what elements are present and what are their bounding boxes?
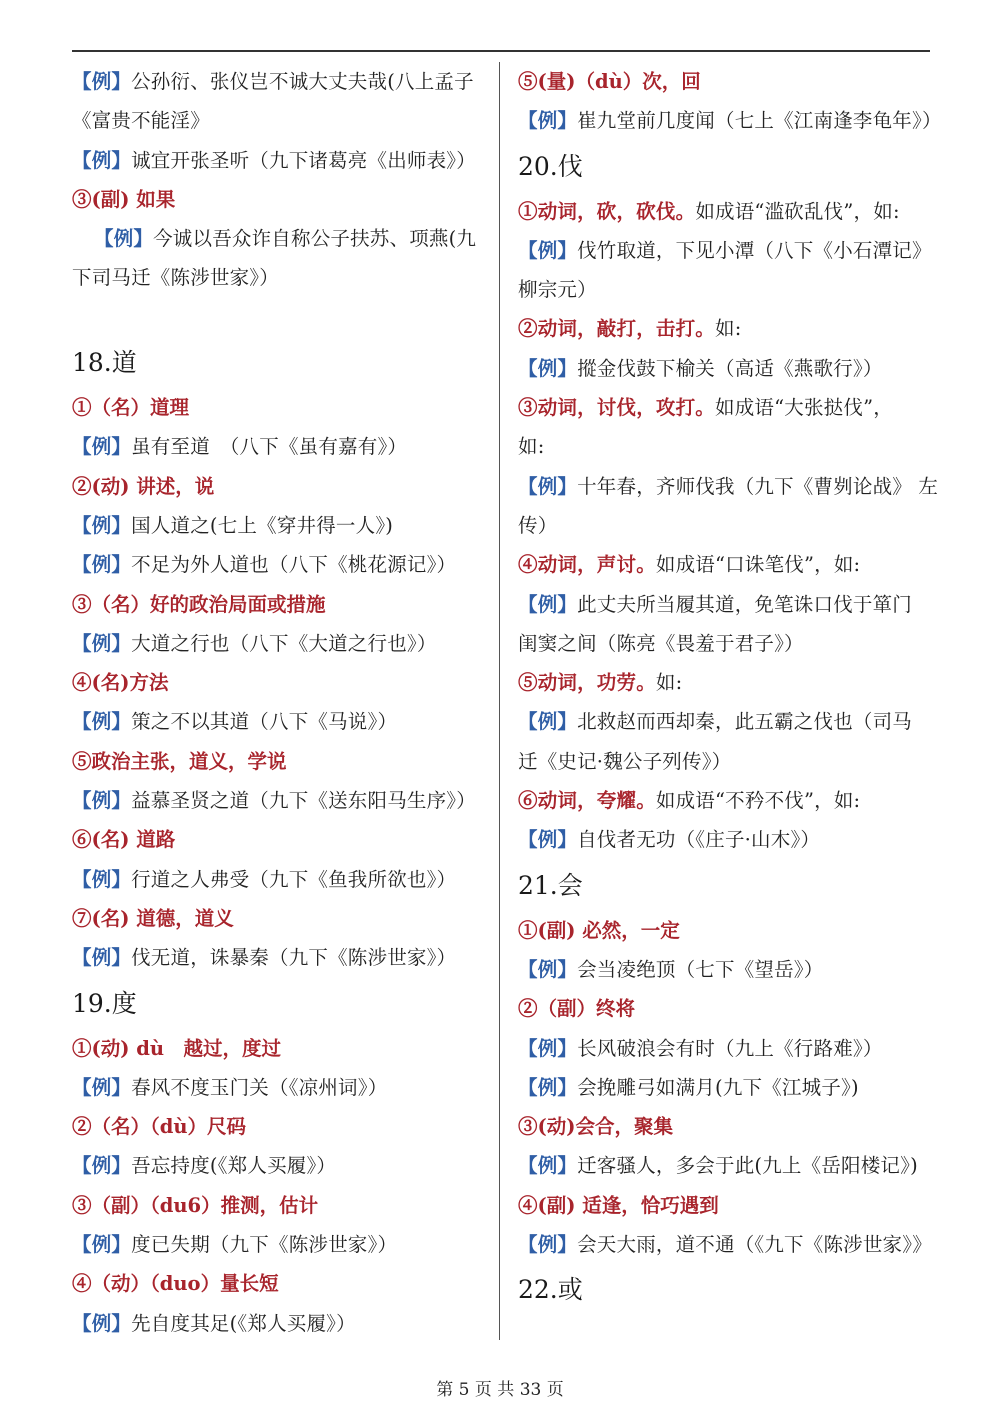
entry-heading-18: 18.道 [72, 348, 137, 378]
sense-line: ③(动)会合，聚集 [518, 1115, 673, 1139]
example-line: 【例】长风破浪会有时（九上《行路难》） [518, 1036, 883, 1060]
example-tag: 【例】 [518, 109, 578, 133]
sense-line: ④(名)方法 [72, 671, 169, 695]
sense-line: ①(动) dù 越过，度过 [72, 1036, 282, 1060]
example-line: 【例】此丈夫所当履其道，免笔诛口伐于箪门 [518, 592, 913, 616]
example-tag: 【例】 [72, 710, 132, 734]
example-line: 传） [518, 513, 558, 537]
example-tag: 【例】 [518, 592, 578, 616]
example-tag: 【例】 [518, 828, 578, 852]
example-line: 《富贵不能淫》 [72, 109, 210, 133]
sense-line: ③(副) 如果 [72, 187, 176, 211]
sense-line: ⑥(名) 道路 [72, 828, 176, 852]
example-line: 柳宗元） [518, 278, 597, 302]
example-tag: 【例】 [518, 710, 578, 734]
sense-line: ⑦(名) 道德，道义 [72, 906, 234, 930]
example-line: 【例】行道之人弗受（九下《鱼我所欲也》） [72, 867, 457, 891]
example-line: 【例】吾忘持度(《郑人买履》） [72, 1154, 337, 1178]
sense-line: ②动词，敲打，击打。如: [518, 317, 742, 341]
top-rule [72, 50, 930, 52]
example-line: 闺窦之间（陈亮《畏羞于君子》） [518, 631, 804, 655]
example-line: 【例】会挽雕弓如满月(九下《江城子》) [518, 1075, 859, 1099]
entry-heading-20: 20.伐 [518, 151, 583, 181]
sense-line: ①(副) 必然，一定 [518, 918, 680, 942]
sense-line: ③（副）（du6）推测，估计 [72, 1193, 319, 1217]
example-line: 【例】策之不以其道（八下《马说》） [72, 710, 398, 734]
example-tag: 【例】 [518, 356, 578, 380]
example-tag: 【例】 [94, 227, 154, 251]
example-line: 【例】度已失期（九下《陈涉世家》） [72, 1233, 398, 1257]
sense-line: ②(动) 讲述，说 [72, 474, 215, 498]
example-tag: 【例】 [72, 1233, 132, 1257]
example-tag: 【例】 [72, 1075, 132, 1099]
spacer [72, 298, 490, 337]
example-line: 【例】大道之行也（八下《大道之行也》） [72, 631, 437, 655]
column-divider [499, 62, 500, 1340]
example-tag: 【例】 [72, 553, 132, 577]
example-line: 【例】迁客骚人，多会于此(九上《岳阳楼记》) [518, 1154, 918, 1178]
sense-line: ③动词，讨伐，攻打。如成语“大张挞伐”， [518, 396, 893, 420]
sense-line: 如: [518, 435, 545, 459]
example-tag: 【例】 [72, 70, 132, 93]
example-line: 【例】虽有至道 （八下《虽有嘉有》） [72, 435, 408, 459]
example-line: 【例】先自度其足(《郑人买履》） [72, 1311, 356, 1335]
example-line: 【例】北救赵而西却秦，此五霸之伐也（司马 [518, 710, 913, 734]
example-tag: 【例】 [72, 148, 132, 172]
sense-line: ⑤动词，功劳。如: [518, 671, 683, 695]
example-tag: 【例】 [72, 513, 132, 537]
example-tag: 【例】 [72, 946, 132, 970]
sense-line: ①动词，砍，砍伐。如成语“滥砍乱伐”，如: [518, 199, 900, 223]
sense-line: ①（名）道理 [72, 396, 190, 420]
example-line: 【例】自伐者无功（《庄子·山木》） [518, 828, 821, 852]
example-line: 【例】不足为外人道也（八下《桃花源记》） [72, 553, 457, 577]
example-line: 【例】诚宜开张圣听（九下诸葛亮《出师表》） [72, 148, 476, 172]
example-line: 【例】十年春，齐师伐我（九下《曹刿论战》 左 [518, 474, 939, 498]
example-line: 【例】今诚以吾众诈自称公子扶苏、项燕(九 [94, 227, 477, 251]
example-tag: 【例】 [72, 867, 132, 891]
example-tag: 【例】 [518, 1154, 578, 1178]
right-column [518, 62, 942, 1315]
example-line: 迁《史记·魏公子列传》） [518, 749, 732, 773]
sense-line: ③（名）好的政治局面或措施 [72, 592, 326, 616]
sense-line: ②（副）终将 [518, 997, 636, 1021]
sense-line: ⑤(量)（dù）次，回 [518, 70, 701, 93]
example-line: 【例】伐无道，诛暴秦（九下《陈涉世家》） [72, 946, 457, 970]
example-line: 【例】崔九堂前几度闻（七上《江南逢李龟年》） [518, 109, 942, 133]
example-tag: 【例】 [518, 957, 578, 981]
sense-line: ⑤政治主张，道义，学说 [72, 749, 287, 773]
sense-line: ②（名）（dù）尺码 [72, 1115, 247, 1139]
example-line: 【例】公孙衍、张仪岂不诚大丈夫哉(八上孟子 [72, 70, 474, 93]
example-tag: 【例】 [72, 631, 132, 655]
example-tag: 【例】 [518, 238, 578, 262]
sense-line: ⑥动词，夸耀。如成语“不矜不伐”，如: [518, 789, 861, 813]
example-line: 【例】会天大雨，道不通（《九下《陈涉世家》》 [518, 1233, 932, 1257]
example-tag: 【例】 [518, 1036, 578, 1060]
sense-line: ④（动）（duo）量长短 [72, 1272, 279, 1296]
entry-heading-21: 21.会 [518, 870, 583, 900]
example-tag: 【例】 [72, 1154, 132, 1178]
sense-line: ④动词，声讨。如成语“口诛笔伐”，如: [518, 553, 861, 577]
example-line: 【例】伐竹取道，下见小潭（八下《小石潭记》 [518, 238, 932, 262]
example-tag: 【例】 [72, 789, 132, 813]
example-tag: 【例】 [518, 1075, 578, 1099]
example-line: 【例】摐金伐鼓下榆关（高适《燕歌行》） [518, 356, 883, 380]
example-tag: 【例】 [518, 1233, 578, 1257]
example-tag: 【例】 [72, 435, 132, 459]
page-footer: 第 5 页 共 33 页 [436, 1380, 564, 1400]
example-tag: 【例】 [518, 474, 578, 498]
entry-heading-19: 19.度 [72, 988, 137, 1018]
example-tag: 【例】 [72, 1311, 132, 1335]
example-line: 【例】会当凌绝顶（七下《望岳》） [518, 957, 824, 981]
sense-line: ④(副) 适逢，恰巧遇到 [518, 1193, 719, 1217]
example-line: 【例】国人道之(七上《穿井得一人》) [72, 513, 394, 537]
entry-heading-22: 22.或 [518, 1275, 583, 1305]
example-line: 【例】益慕圣贤之道（九下《送东阳马生序》） [72, 789, 476, 813]
left-column [72, 62, 490, 1343]
example-line: 【例】春风不度玉门关（《凉州词》） [72, 1075, 388, 1099]
example-line: 下司马迁《陈涉世家》） [72, 266, 279, 290]
